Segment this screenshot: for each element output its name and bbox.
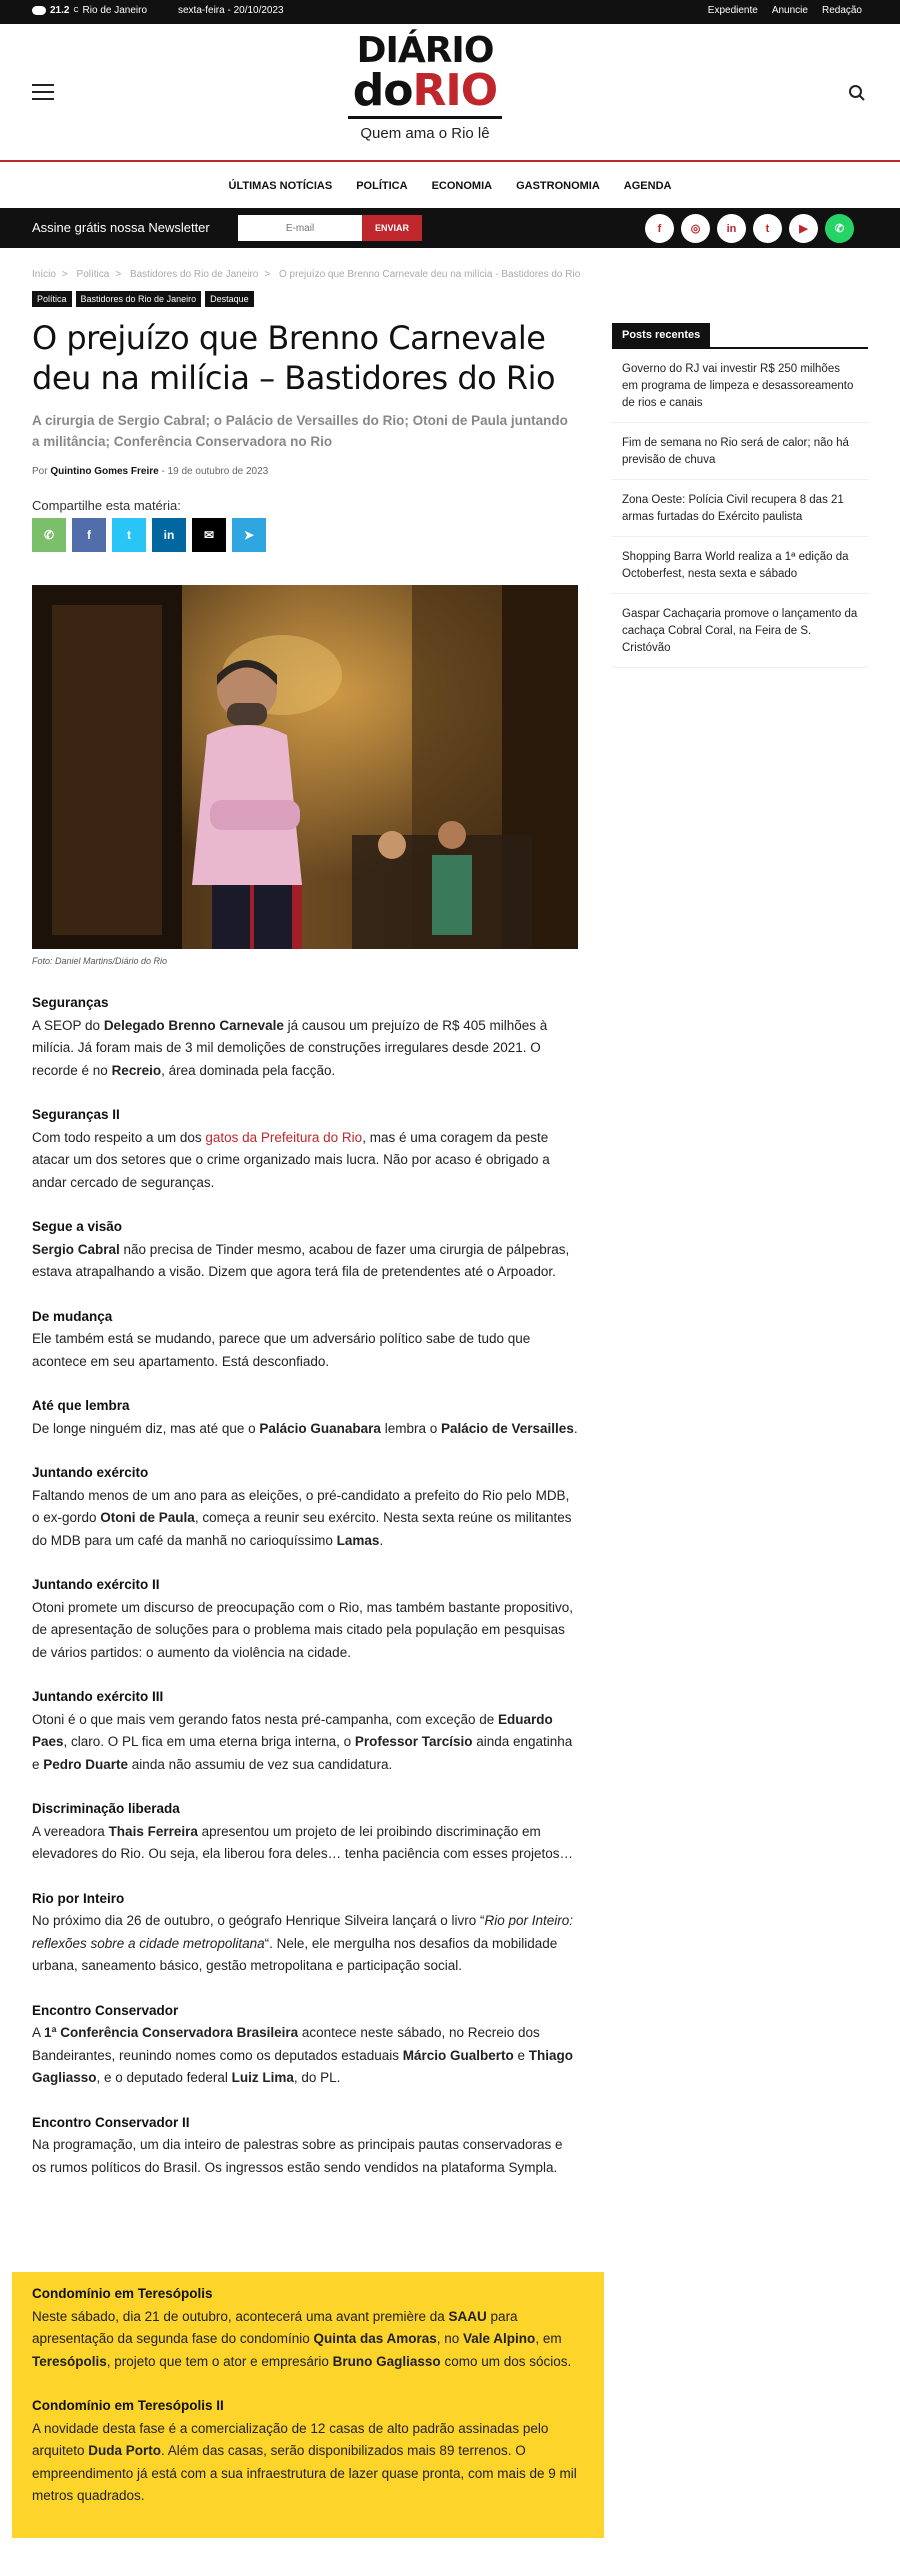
section-heading: Condomínio em Teresópolis II <box>32 2398 224 2413</box>
share-facebook-button[interactable]: f <box>72 518 106 552</box>
article-section <box>32 1216 580 1284</box>
instagram-icon[interactable]: ◎ <box>681 214 710 243</box>
menu-icon[interactable] <box>32 84 54 100</box>
newsletter-submit-button[interactable]: ENVIAR <box>362 215 422 241</box>
section-heading: Juntando exército III <box>32 1689 164 1704</box>
link-anuncie[interactable]: Anuncie <box>771 5 808 16</box>
article-section <box>32 2395 580 2508</box>
section-heading: Encontro Conservador <box>32 2002 179 2018</box>
article-section <box>32 2283 580 2373</box>
breadcrumb: Início > Política > Bastidores do Rio de Janeiro > O prejuízo que Brenno Carnevale deu na milícia - Bastidores do Rio <box>32 269 581 280</box>
temperature-unit: C <box>73 7 79 14</box>
sidebar <box>612 323 868 668</box>
link-redacao[interactable]: Redação <box>821 5 862 16</box>
article-section <box>32 1306 580 1374</box>
highlight-box-text <box>32 2283 580 2530</box>
nav-ultimas-noticias[interactable]: ÚLTIMAS NOTÍCIAS <box>228 180 333 192</box>
section-heading: Segue a visão <box>32 1219 123 1234</box>
nav-gastronomia[interactable]: GASTRONOMIA <box>516 180 600 192</box>
share-linkedin-button[interactable]: in <box>152 518 186 552</box>
inline-link[interactable]: gatos da Prefeitura do Rio <box>205 1129 363 1145</box>
recent-post-link[interactable]: Shopping Barra World realiza a 1ª edição da Octoberfest, nesta sexta e sábado <box>612 537 868 594</box>
section-text: Na programação, um dia inteiro de palestras sobre as principais pautas conservadoras e os rumos políticos do Brasil. Os ingressos estão sendo vendidos na plataforma Sympla. <box>32 2137 563 2175</box>
cloud-icon <box>32 6 46 15</box>
youtube-icon[interactable]: ▶ <box>789 214 818 243</box>
article-section <box>32 1574 580 1664</box>
breadcrumb-current: O prejuízo que Brenno Carnevale deu na milícia - Bastidores do Rio <box>279 269 581 280</box>
social-links <box>645 214 854 243</box>
link-expediente[interactable]: Expediente <box>707 5 758 16</box>
section-text: Ele também está se mudando, parece que um adversário político sabe de tudo que acontece em seu apartamento. Está desconfiado. <box>32 1331 531 1369</box>
section-text: Otoni promete um discurso de preocupação com o Rio, mas também bastante propositivo, de apresentação de soluções para o problema mais citado pela população em pesquisas de vários partidos: o aumento da violência na cidade. <box>32 1599 574 1660</box>
section-heading: Rio por Inteiro <box>32 1890 125 1906</box>
section-heading: Até que lembra <box>32 1398 130 1413</box>
nav-economia[interactable]: ECONOMIA <box>431 180 493 192</box>
article-section <box>32 1462 580 1552</box>
tag-politica[interactable]: Política <box>32 291 72 307</box>
weather-city: Rio de Janeiro <box>82 5 148 16</box>
search-icon[interactable] <box>848 84 866 102</box>
article-section <box>32 2112 580 2180</box>
recent-post-link[interactable]: Governo do RJ vai investir R$ 250 milhões em programa de limpeza e desassoreamento de rios e canais <box>612 349 868 423</box>
recent-post-link[interactable]: Zona Oeste: Polícia Civil recupera 8 das 21 armas furtadas do Exército paulista <box>612 480 868 537</box>
section-text: A vereadora Thais Ferreira apresentou um projeto de lei proibindo discriminação em elevadores do Rio. Ou seja, ela liberou fora deles… tenha paciência com esses projetos… <box>32 1823 574 1861</box>
section-heading: Juntando exército II <box>32 1577 160 1592</box>
article-section <box>32 1104 580 1194</box>
tag-destaque[interactable]: Destaque <box>205 291 254 307</box>
newsletter-label: Assine grátis nossa Newsletter <box>32 220 210 235</box>
nav-politica[interactable]: POLÍTICA <box>356 180 408 192</box>
site-logo[interactable] <box>344 32 506 142</box>
breadcrumb-politica[interactable]: Política <box>76 269 110 280</box>
section-text: Sergio Cabral não precisa de Tinder mesmo, acabou de fazer uma cirurgia de pálpebras, estava atrapalhando a visão. Dizem que agora terá fila de pretendentes até o Arpoador. <box>32 1241 570 1279</box>
site-header <box>0 24 900 162</box>
section-text: A SEOP do Delegado Brenno Carnevale já causou um prejuízo de R$ 405 milhões à milícia. Já foram mais de 3 mil demolições de construções irregulares desde 2021. O recorde é no Recreio, área dominada pela facção. <box>32 1017 548 1078</box>
main-nav <box>0 164 900 208</box>
tag-bastidores[interactable]: Bastidores do Rio de Janeiro <box>76 291 202 307</box>
sidebar-title: Posts recentes <box>612 323 710 349</box>
article-section <box>32 992 580 1082</box>
photo-caption: Foto: Daniel Martins/Diário do Rio <box>32 956 168 966</box>
breadcrumb-home[interactable]: Início <box>32 269 56 280</box>
article-section <box>32 2000 580 2090</box>
section-heading: Discriminação liberada <box>32 1801 180 1816</box>
facebook-icon[interactable]: f <box>645 214 674 243</box>
section-heading: Seguranças <box>32 995 109 1010</box>
section-heading: Seguranças II <box>32 1107 120 1122</box>
top-bar <box>0 0 900 24</box>
article-section <box>32 1686 580 1776</box>
article-date: 19 de outubro de 2023 <box>167 466 269 477</box>
share-telegram-button[interactable]: ➤ <box>232 518 266 552</box>
logo-line2: doRIO <box>352 65 498 116</box>
article-body <box>32 992 580 2201</box>
section-text: No próximo dia 26 de outubro, o geógrafo Henrique Silveira lançará o livro “Rio por Inteiro: reflexões sobre a cidade metropolitana“. Nele, ele mergulha nos desafios da mobilidade urbana, saneamento básico, gestão metropolitana e participação social. <box>32 1913 574 1973</box>
logo-line1: DIÁRIO <box>356 30 494 71</box>
newsletter-bar <box>0 208 900 248</box>
author-link[interactable]: Quintino Gomes Freire <box>50 466 159 477</box>
section-heading: De mudança <box>32 1308 113 1324</box>
share-buttons <box>32 518 266 552</box>
newsletter-email-input[interactable] <box>238 215 362 241</box>
top-links <box>708 5 862 16</box>
article-section <box>32 1888 580 1978</box>
nav-agenda[interactable]: AGENDA <box>623 180 672 192</box>
section-text: A 1ª Conferência Conservadora Brasileira acontece neste sábado, no Recreio dos Bandeirantes, reunindo nomes como os deputados estaduais Márcio Gualberto e Thiago Gagliasso, e o deputado federal Luiz Lima, do PL. <box>32 2025 574 2085</box>
share-twitter-button[interactable]: t <box>112 518 146 552</box>
section-text: Otoni é o que mais vem gerando fatos nesta pré-campanha, com exceção de Eduardo Paes, claro. O PL fica em uma eterna briga interna, o Professor Tarcísio ainda engatinha e Pedro Duarte ainda não assumiu de vez sua candidatura. <box>32 1711 573 1772</box>
recent-post-link[interactable]: Gaspar Cachaçaria promove o lançamento da cachaça Cobral Coral, na Feira de S. Cristóvão <box>612 594 868 668</box>
share-email-button[interactable]: ✉ <box>192 518 226 552</box>
logo-slogan: Quem ama o Rio lê <box>360 125 490 142</box>
whatsapp-icon[interactable]: ✆ <box>825 214 854 243</box>
section-text: Faltando menos de um ano para as eleições, o pré-candidato a prefeito do Rio pelo MDB, o ex-gordo Otoni de Paula, começa a reunir seu exército. Nesta sexta reúne os militantes do MDB para um café da manhã no carioquíssimo Lamas. <box>32 1487 572 1548</box>
share-whatsapp-button[interactable]: ✆ <box>32 518 66 552</box>
section-text: Com todo respeito a um dos gatos da Prefeitura do Rio, mas é uma coragem da peste atacar um dos setores que o crime organizado mais lucra. Não por acaso é obrigado a andar cercado de seguranças. <box>32 1129 550 1190</box>
article-title: O prejuízo que Brenno Carnevale deu na milícia – Bastidores do Rio <box>32 319 556 397</box>
linkedin-icon[interactable]: in <box>717 214 746 243</box>
current-date: sexta-feira - 20/10/2023 <box>178 5 284 16</box>
section-text: Neste sábado, dia 21 de outubro, acontecerá uma avant première da SAAU para apresentação da segunda fase do condomínio Quinta das Amoras, no Vale Alpino, em Teresópolis, projeto que tem o ator e empresário Bruno Gagliasso como um dos sócios. <box>32 2308 572 2369</box>
article-photo <box>32 585 578 949</box>
recent-posts <box>612 349 868 668</box>
section-heading: Condomínio em Teresópolis <box>32 2286 213 2301</box>
article-section <box>32 1798 580 1866</box>
weather-widget <box>32 5 147 16</box>
section-heading: Encontro Conservador II <box>32 2114 190 2130</box>
twitter-icon[interactable]: t <box>753 214 782 243</box>
section-heading: Juntando exército <box>32 1465 149 1480</box>
article-byline: Por Quintino Gomes Freire - 19 de outubro de 2023 <box>32 466 269 477</box>
section-text: De longe ninguém diz, mas até que o Palácio Guanabara lembra o Palácio de Versailles. <box>32 1420 578 1436</box>
category-tags <box>32 291 254 307</box>
temperature: 21.2 <box>50 5 70 16</box>
share-label: Compartilhe esta matéria: <box>32 498 181 513</box>
article-section <box>32 1395 580 1440</box>
recent-post-link[interactable]: Fim de semana no Rio será de calor; não há previsão de chuva <box>612 423 868 480</box>
breadcrumb-bastidores[interactable]: Bastidores do Rio de Janeiro <box>129 269 259 280</box>
section-text: A novidade desta fase é a comercialização de 12 casas de alto padrão assinadas pelo arquiteto Duda Porto. Além das casas, serão disponibilizados mais 89 terrenos. O empreendimento já está com a sua infraestrutura de lazer quase pronta, com mais de 9 mil metros quadrados. <box>32 2420 577 2503</box>
article-subtitle: A cirurgia de Sergio Cabral; o Palácio de Versailles do Rio; Otoni de Paula juntando a militância; Conferência Conservadora no Rio <box>32 413 568 449</box>
